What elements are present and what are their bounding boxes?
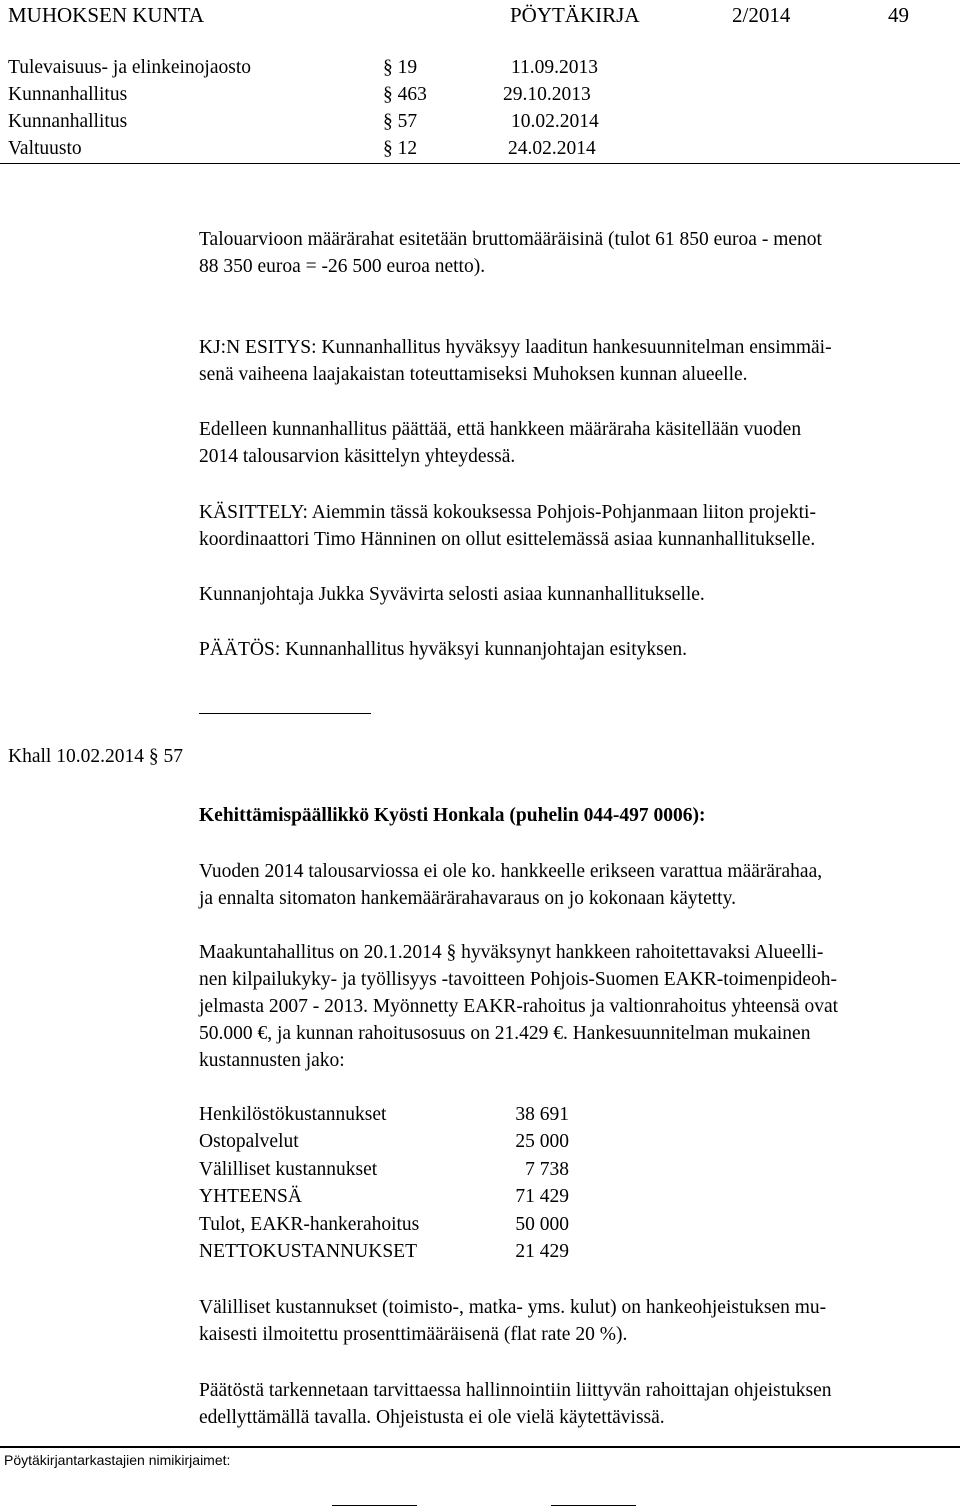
cost-value: 71 429 [515, 1186, 569, 1208]
history-section: § 57 [383, 111, 418, 132]
history-body: Valtuusto [8, 138, 82, 159]
cost-value: 7 738 [525, 1158, 569, 1180]
cost-label: Ostopalvelut [199, 1131, 299, 1153]
table-row [199, 1211, 599, 1238]
history-date: 24.02.2014 [508, 138, 596, 159]
text-line: Maakuntahallitus on 20.1.2014 § hyväksynyt hankkeen rahoitettavaksi Alueelli- [199, 942, 824, 963]
margin-reference: Khall 10.02.2014 § 57 [8, 746, 183, 767]
section-separator [199, 713, 371, 714]
text-line: 2014 talousarvion käsittelyn yhteydessä. [199, 446, 516, 467]
history-date: 10.02.2014 [511, 111, 599, 132]
cost-label: Tulot, EAKR-hankerahoitus [199, 1213, 420, 1235]
text-line: kaisesti ilmoitettu prosenttimääräisenä (flat rate 20 %). [199, 1324, 628, 1345]
document-type: PÖYTÄKIRJA [510, 3, 640, 27]
text-line: KJ:N ESITYS: Kunnanhallitus hyväksyy laaditun hankesuunnitelman ensimmäi- [199, 337, 832, 358]
text-line: senä vaiheena laajakaistan toteuttamiseksi Muhoksen kunnan alueelle. [199, 364, 748, 385]
inspectors-initials-label: Pöytäkirjantarkastajien nimikirjaimet: [4, 1452, 231, 1468]
handling-paragraph [199, 499, 959, 553]
cost-value: 50 000 [515, 1213, 569, 1235]
budget-2014-paragraph [199, 858, 959, 912]
regional-council-paragraph [199, 939, 959, 1074]
text-line: Edelleen kunnanhallitus päättää, että hankkeen määräraha käsitellään vuoden [199, 419, 802, 440]
cost-table [199, 1101, 599, 1265]
text-line: Kehittämispäällikkö Kyösti Honkala (puhelin 044-497 0006): [199, 805, 706, 826]
footer-divider [0, 1446, 960, 1448]
document-number: 2/2014 [732, 3, 791, 27]
decision-paragraph [199, 636, 959, 663]
table-row [199, 1156, 599, 1183]
history-body: Kunnanhallitus [8, 84, 128, 105]
text-line: Välilliset kustannukset (toimisto-, matka- yms. kulut) on hankeohjeistuksen mu- [199, 1297, 827, 1318]
history-section: § 19 [383, 57, 418, 78]
municipality-name: MUHOKSEN KUNTA [8, 3, 205, 27]
initials-line-1 [332, 1505, 417, 1506]
cost-label: NETTOKUSTANNUKSET [199, 1240, 417, 1262]
text-line: koordinaattori Timo Hänninen on ollut esittelemässä asiaa kunnanhallitukselle. [199, 529, 816, 550]
text-line: jelmasta 2007 - 2013. Myönnetty EAKR-rahoitus ja valtionrahoitus yhteensä ovat [199, 996, 839, 1017]
text-line: kustannusten jako: [199, 1050, 345, 1071]
initials-line-2 [551, 1505, 636, 1506]
cost-label: YHTEENSÄ [199, 1186, 302, 1208]
table-row [199, 1183, 599, 1210]
history-section: § 463 [383, 84, 427, 105]
cost-value: 25 000 [515, 1131, 569, 1153]
table-row [199, 1128, 599, 1155]
developer-heading [199, 802, 959, 829]
further-paragraph [199, 416, 959, 470]
indirect-costs-paragraph [199, 1294, 959, 1348]
table-row [199, 1101, 599, 1128]
text-line: ja ennalta sitomaton hankemäärärahavaraus on jo kokonaan käytetty. [199, 888, 736, 909]
cost-label: Henkilöstökustannukset [199, 1104, 387, 1125]
text-line: KÄSITTELY: Aiemmin tässä kokouksessa Pohjois-Pohjanmaan liiton projekti- [199, 502, 816, 523]
page-number: 49 [888, 3, 909, 27]
history-date: 29.10.2013 [503, 84, 591, 105]
text-line: Talouarvioon määrärahat esitetään bruttomääräisinä (tulot 61 850 euroa - menot [199, 229, 822, 250]
history-date: 11.09.2013 [511, 57, 599, 78]
specification-paragraph [199, 1377, 959, 1431]
cost-value: 21 429 [515, 1240, 569, 1262]
history-section: § 12 [383, 138, 418, 159]
text-line: Kunnanjohtaja Jukka Syvävirta selosti asiaa kunnanhallitukselle. [199, 584, 705, 605]
text-line: Päätöstä tarkennetaan tarvittaessa hallinnointiin liittyvän rahoittajan ohjeistuksen [199, 1380, 832, 1401]
text-line: edellyttämällä tavalla. Ohjeistusta ei ole vielä käytettävissä. [199, 1407, 665, 1428]
proposal-paragraph [199, 334, 959, 388]
table-row [199, 1238, 599, 1265]
history-body: Tulevaisuus- ja elinkeinojaosto [8, 57, 252, 78]
cost-label: Välilliset kustannukset [199, 1158, 378, 1180]
budget-paragraph [199, 226, 959, 280]
text-line: Vuoden 2014 talousarviossa ei ole ko. hankkeelle erikseen varattua määrärahaa, [199, 861, 823, 882]
header-divider [0, 163, 960, 164]
cost-value: 38 691 [515, 1104, 569, 1125]
text-line: nen kilpailukyky- ja työllisyys -tavoitteen Pohjois-Suomen EAKR-toimenpideoh- [199, 969, 838, 990]
text-line: 50.000 €, ja kunnan rahoitusosuus on 21.429 €. Hankesuunnitelman mukainen [199, 1023, 811, 1044]
text-line: PÄÄTÖS: Kunnanhallitus hyväksyi kunnanjohtajan esityksen. [199, 639, 687, 660]
text-line: 88 350 euroa = -26 500 euroa netto). [199, 256, 486, 277]
manager-paragraph [199, 581, 959, 608]
history-body: Kunnanhallitus [8, 111, 128, 132]
